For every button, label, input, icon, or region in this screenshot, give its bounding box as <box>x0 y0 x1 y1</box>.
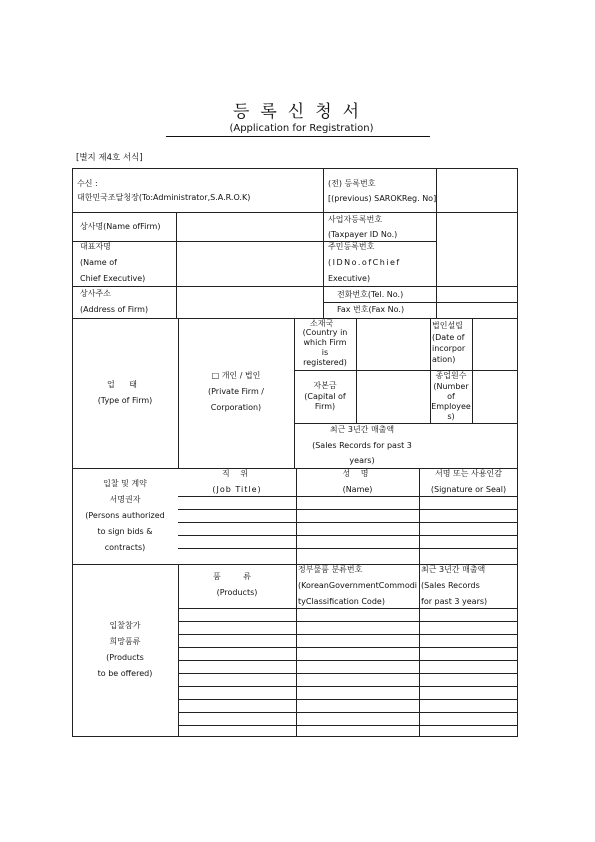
product-row-2[interactable] <box>179 622 517 633</box>
document-subtitle: (Application for Registration) <box>229 123 374 134</box>
firm-name-label: 상사명(Name ofFirm) <box>80 222 161 231</box>
taxpayer-label: 사업자등록번호 <box>328 215 383 224</box>
products-label-en-2: to be offered) <box>97 669 153 678</box>
address-label-en: (Address of Firm) <box>80 305 149 314</box>
col-commodity-code-en-1: (KoreanGovernmentCommodi <box>298 581 418 590</box>
document-title: 등록신청서 <box>232 102 371 122</box>
ceo-input[interactable] <box>177 242 322 285</box>
capital-label: 자본금 <box>313 381 337 390</box>
col-commodity-code: 정부물품 분류번호 <box>298 565 363 574</box>
grid-line <box>72 318 518 319</box>
products-label-1: 입찰참가 <box>109 621 141 630</box>
idno-label-en-2: Executive) <box>328 274 371 283</box>
tel-input[interactable] <box>437 287 517 301</box>
ceo-label-en-1: (Name of <box>80 258 117 267</box>
employees-input[interactable] <box>473 371 517 422</box>
product-row-10[interactable] <box>179 726 517 736</box>
col-job-title: 직 위 <box>222 469 252 478</box>
product-row-3[interactable] <box>179 635 517 646</box>
fax-input[interactable] <box>437 303 517 317</box>
sales-label: 최근 3년간 매출액 <box>329 425 395 434</box>
firm-type-option-en-1: (Private Firm / <box>208 387 264 396</box>
col-signature-en: (Signature or Seal) <box>430 485 507 494</box>
products-label-2: 희망품류 <box>109 637 141 646</box>
col-products: 품 류 <box>213 572 261 581</box>
col-signature: 서명 또는 사용인감 <box>435 469 502 478</box>
employees-label-en-2: of <box>447 392 455 401</box>
col-commodity-code-en-2: tyClassification Code) <box>298 597 385 606</box>
incorp-label-en-2: incorpor <box>432 344 466 353</box>
address-label: 상사주소 <box>80 289 111 298</box>
address-input[interactable] <box>177 287 322 317</box>
signer-row-4[interactable] <box>179 536 517 547</box>
signers-label-1: 입찰 및 계약 <box>103 479 147 488</box>
idno-label-en-1: (IDNo.ofChief <box>328 258 401 267</box>
prev-reg-label-en: [(previous) SAROKReg. No] <box>328 194 437 203</box>
signer-row-1[interactable] <box>179 497 517 508</box>
ceo-label: 대표자명 <box>80 242 111 251</box>
signer-row-3[interactable] <box>179 523 517 534</box>
product-row-9[interactable] <box>179 713 517 724</box>
fax-label: Fax 번호(Fax No.) <box>337 305 405 314</box>
firm-name-input[interactable] <box>177 213 322 240</box>
country-label: 소재국 <box>310 319 334 328</box>
form-number-label: [별지 제4호 서식] <box>76 153 143 163</box>
ceo-label-en-2: Chief Executive) <box>80 274 146 283</box>
signers-label-2: 서명권자 <box>109 495 141 504</box>
employees-label-en-1: (Number <box>433 382 469 391</box>
firm-type-label: 업 태 <box>107 380 143 389</box>
prev-reg-input[interactable] <box>437 169 517 211</box>
grid-line <box>323 168 324 318</box>
col-sales-records-en-1: (Sales Records <box>421 581 480 590</box>
product-row-5[interactable] <box>179 661 517 672</box>
product-row-6[interactable] <box>179 674 517 685</box>
incorp-label-en-3: ation) <box>432 355 456 364</box>
employees-label-en-3: Employee <box>431 402 471 411</box>
firm-type-label-en: (Type of Firm) <box>97 396 153 405</box>
recipient-value: 대한민국조달청장(To:Administrator,S.A.R.O.K) <box>77 193 251 202</box>
employees-label-en-4: s) <box>447 412 455 421</box>
incorp-label-en-1: (Date of <box>432 333 465 342</box>
country-label-en-1: (Country in <box>302 328 348 337</box>
prev-reg-label: (전) 등록번호 <box>328 179 376 188</box>
col-sales-records-en-2: for past 3 years) <box>421 597 488 606</box>
country-label-en-4: registered) <box>303 358 347 367</box>
product-row-4[interactable] <box>179 648 517 659</box>
col-products-en: (Products) <box>216 588 258 597</box>
product-row-8[interactable] <box>179 700 517 711</box>
sales-label-en-1: (Sales Records for past 3 <box>312 441 412 450</box>
country-label-en-3: is <box>321 348 329 357</box>
taxpayer-input[interactable] <box>437 213 517 285</box>
signers-label-en-3: contracts) <box>104 543 146 552</box>
products-label-en-1: (Products <box>106 653 144 662</box>
incorp-label: 법인설립 <box>432 321 463 330</box>
country-label-en-2: which Firm <box>303 338 347 347</box>
country-input[interactable] <box>357 319 429 369</box>
tel-label: 전화번호(Tel. No.) <box>337 290 404 299</box>
signers-label-en-1: (Persons authorized <box>85 511 165 520</box>
firm-type-checkbox[interactable]: □ 개인 / 법인 <box>211 371 261 380</box>
col-name-en: (Name) <box>342 485 373 494</box>
col-name: 성 명 <box>342 469 373 478</box>
employees-label: 종업원수 <box>435 371 467 380</box>
product-row-7[interactable] <box>179 687 517 698</box>
title-underline <box>166 136 430 137</box>
capital-label-en-2: Firm) <box>314 402 336 411</box>
incorp-input[interactable] <box>473 319 517 369</box>
recipient-label: 수신 : <box>77 179 98 188</box>
sales-label-en-2: years) <box>349 456 375 465</box>
capital-label-en-1: (Capital of <box>304 392 346 401</box>
signer-row-2[interactable] <box>179 510 517 521</box>
product-row-1[interactable] <box>179 609 517 620</box>
firm-type-option-en-2: Corporation) <box>210 403 262 412</box>
col-sales-records: 최근 3년간 매출액 <box>421 565 486 574</box>
idno-label: 주민등록번호 <box>328 242 375 251</box>
signers-label-en-2: to sign bids & <box>97 527 153 536</box>
sales-input[interactable] <box>431 424 517 467</box>
capital-input[interactable] <box>357 371 429 422</box>
taxpayer-label-en: (Taxpayer ID No.) <box>328 230 398 239</box>
signer-row-5[interactable] <box>179 549 517 563</box>
col-job-title-en: (Job Title) <box>212 485 262 494</box>
